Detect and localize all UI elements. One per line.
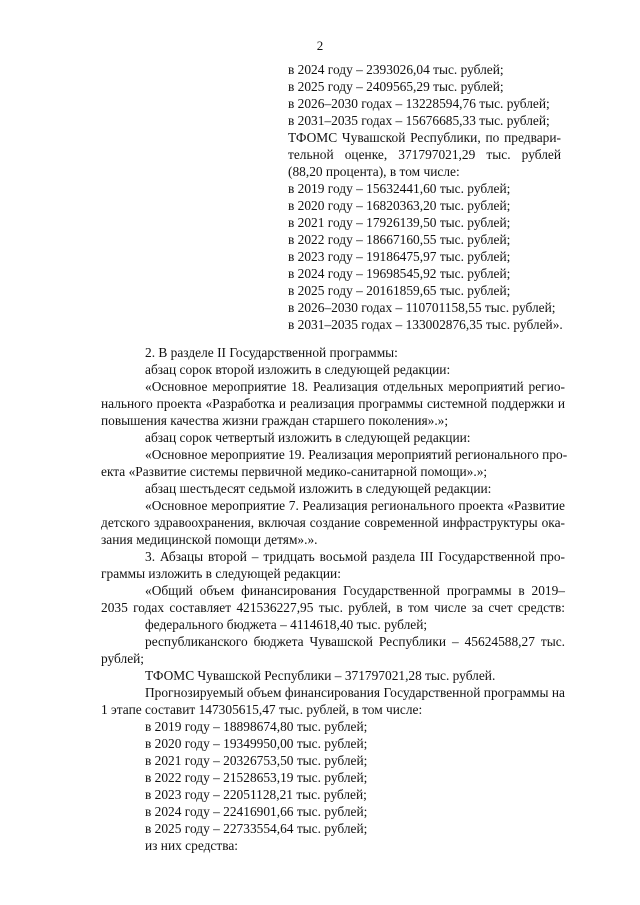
text-line: в 2025 году – 22733554,64 тыс. рублей; bbox=[145, 821, 368, 836]
text-line: в 2026–2030 годах – 110701158,55 тыс. рублей; bbox=[288, 300, 556, 315]
text-line: абзац сорок второй изложить в следующей редакции: bbox=[145, 362, 451, 377]
text-line: нального проекта «Разработка и реализация программы системной поддержки и bbox=[101, 396, 565, 411]
text-line: в 2031–2035 годах – 133002876,35 тыс. рублей». bbox=[288, 317, 563, 332]
text-line: рублей; bbox=[101, 651, 145, 666]
text-line: ТФОМС Чувашской Республики, по предвари- bbox=[288, 130, 561, 145]
text-line: детского здравоохранения, включая создание современной инфраструктуры ока- bbox=[101, 515, 565, 530]
text-line: 3. Абзацы второй – тридцать восьмой раздела III Государственной про- bbox=[145, 549, 565, 564]
text-line: в 2019 году – 18898674,80 тыс. рублей; bbox=[145, 719, 368, 734]
text-line: «Основное мероприятие 7. Реализация регионального проекта «Развитие bbox=[145, 498, 565, 513]
text-line: в 2031–2035 годах – 15676685,33 тыс. рублей; bbox=[288, 113, 550, 128]
text-line: в 2020 году – 19349950,00 тыс. рублей; bbox=[145, 736, 368, 751]
text-line: 2035 годах составляет 421536227,95 тыс. рублей, в том числе за счет средств: bbox=[101, 600, 565, 615]
text-line: в 2021 году – 17926139,50 тыс. рублей; bbox=[288, 215, 511, 230]
text-line: в 2019 году – 15632441,60 тыс. рублей; bbox=[288, 181, 511, 196]
text-line: тельной оценке, 371797021,29 тыс. рублей bbox=[288, 147, 561, 162]
text-line: (88,20 процента), в том числе: bbox=[288, 164, 460, 179]
text-line: Прогнозируемый объем финансирования Государственной программы на bbox=[145, 685, 565, 700]
text-line: федерального бюджета – 4114618,40 тыс. рублей; bbox=[145, 617, 428, 632]
text-line: в 2024 году – 19698545,92 тыс. рублей; bbox=[288, 266, 511, 281]
text-line: республиканского бюджета Чувашской Республики – 45624588,27 тыс. bbox=[145, 634, 565, 649]
text-line: 1 этапе составит 147305615,47 тыс. рублей, в том числе: bbox=[101, 702, 423, 717]
text-line: «Общий объем финансирования Государственной программы в 2019– bbox=[145, 583, 565, 598]
page-number: 2 bbox=[316, 38, 324, 53]
text-line: абзац шестьдесят седьмой изложить в следующей редакции: bbox=[145, 481, 492, 496]
text-line: «Основное мероприятие 19. Реализация мероприятий регионального про- bbox=[145, 447, 568, 462]
text-line: в 2023 году – 22051128,21 тыс. рублей; bbox=[145, 787, 367, 802]
text-line: «Основное мероприятие 18. Реализация отдельных мероприятий регио- bbox=[145, 379, 565, 394]
text-line: в 2022 году – 18667160,55 тыс. рублей; bbox=[288, 232, 511, 247]
text-line: зания медицинской помощи детям».». bbox=[101, 532, 318, 547]
text-line: повышения качества жизни граждан старшего поколения».»; bbox=[101, 413, 449, 428]
text-line: в 2025 году – 2409565,29 тыс. рублей; bbox=[288, 79, 504, 94]
text-line: в 2023 году – 19186475,97 тыс. рублей; bbox=[288, 249, 511, 264]
text-line: граммы изложить в следующей редакции: bbox=[101, 566, 341, 581]
text-line: из них средства: bbox=[145, 838, 239, 853]
text-line: в 2026–2030 годах – 13228594,76 тыс. рублей; bbox=[288, 96, 550, 111]
text-line: в 2022 году – 21528653,19 тыс. рублей; bbox=[145, 770, 368, 785]
text-line: в 2020 году – 16820363,20 тыс. рублей; bbox=[288, 198, 511, 213]
text-line: екта «Развитие системы первичной медико-санитарной помощи».»; bbox=[101, 464, 488, 479]
text-line: ТФОМС Чувашской Республики – 371797021,28 тыс. рублей. bbox=[145, 668, 496, 683]
text-line: 2. В разделе II Государственной программы: bbox=[145, 345, 398, 360]
text-line: в 2021 году – 20326753,50 тыс. рублей; bbox=[145, 753, 368, 768]
text-line: в 2025 году – 20161859,65 тыс. рублей; bbox=[288, 283, 511, 298]
text-line: в 2024 году – 22416901,66 тыс. рублей; bbox=[145, 804, 368, 819]
text-line: в 2024 году – 2393026,04 тыс. рублей; bbox=[288, 62, 504, 77]
text-line: абзац сорок четвертый изложить в следующей редакции: bbox=[145, 430, 471, 445]
